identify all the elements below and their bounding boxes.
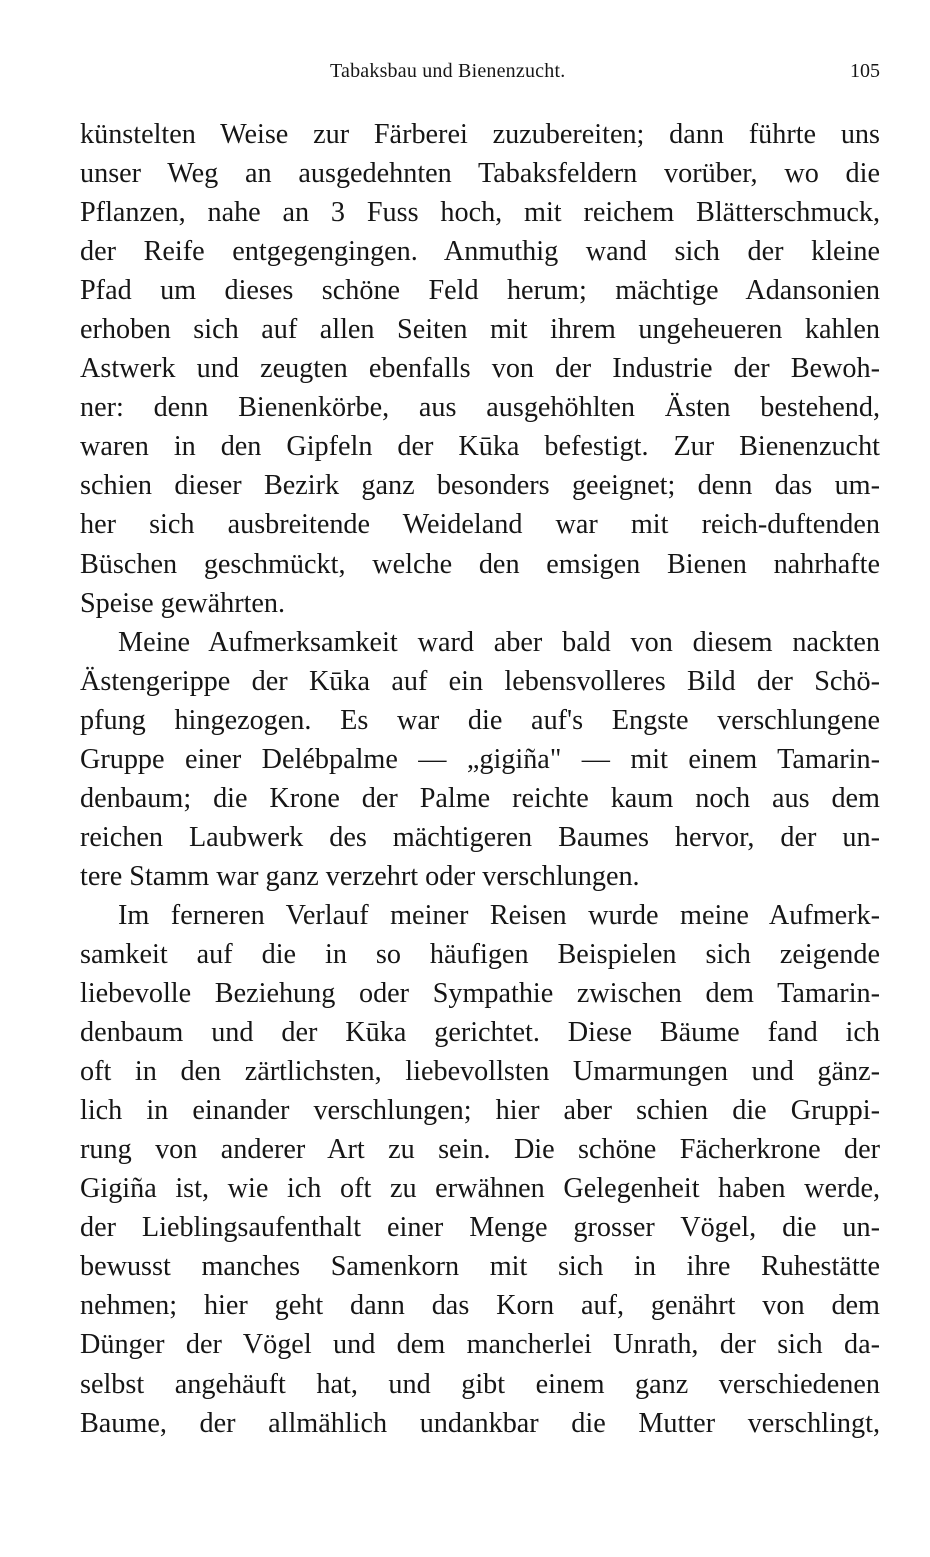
text-line: Dünger der Vögel und dem mancherlei Unrath, der sich da- — [80, 1329, 880, 1361]
text-line: künstelten Weise zur Färberei zuzubereiten; dann führte uns — [80, 119, 880, 150]
running-head — [80, 60, 880, 90]
text-line: pfung hingezogen. Es war die auf's Engste verschlungene — [80, 704, 880, 736]
text-line: der Reife entgegengingen. Anmuthig wand sich der kleine — [80, 236, 880, 268]
text-line: schien dieser Bezirk ganz besonders geeignet; denn das um- — [80, 470, 880, 502]
text-line: erhoben sich auf allen Seiten mit ihrem ungeheueren kahlen — [80, 314, 880, 346]
page-number: 105 — [850, 60, 880, 82]
text-line: Pflanzen, nahe an 3 Fuss hoch, mit reichem Blätterschmuck, — [80, 197, 880, 229]
text-line: oft in den zärtlichsten, liebevollsten Umarmungen und gänz- — [80, 1056, 880, 1088]
text-line: waren in den Gipfeln der Kūka befestigt. Zur Bienenzucht — [80, 431, 880, 463]
text-line: Im ferneren Verlauf meiner Reisen wurde meine Aufmerk- — [118, 899, 880, 931]
running-title: Tabaksbau und Bienenzucht. — [330, 60, 566, 82]
text-line: Meine Aufmerksamkeit ward aber bald von diesem nackten — [118, 626, 880, 658]
text-line: her sich ausbreitende Weideland war mit reich-duftenden — [80, 509, 880, 541]
body-text — [80, 115, 880, 1443]
text-line: denbaum und der Kūka gerichtet. Diese Bäume fand ich — [80, 1017, 880, 1049]
text-line: Speise gewährten. — [80, 587, 286, 619]
text-line: rung von anderer Art zu sein. Die schöne Fächerkrone der — [80, 1134, 880, 1166]
text-line: tere Stamm war ganz verzehrt oder verschlungen. — [80, 860, 640, 892]
text-line: Baume, der allmählich undankbar die Mutter verschlingt, — [80, 1407, 880, 1439]
text-line: selbst angehäuft hat, und gibt einem ganz verschiedenen — [80, 1368, 880, 1400]
text-line: nehmen; hier geht dann das Korn auf, genährt von dem — [80, 1290, 880, 1322]
text-line: Astwerk und zeugten ebenfalls von der Industrie der Bewoh- — [80, 353, 880, 385]
text-line: Gruppe einer Delébpalme — „gigiña" — mit einem Tamarin- — [80, 743, 880, 775]
text-line: unser Weg an ausgedehnten Tabaksfeldern vorüber, wo die — [80, 158, 880, 190]
text-line: bewusst manches Samenkorn mit sich in ihre Ruhestätte — [80, 1251, 880, 1283]
text-line: der Lieblingsaufenthalt einer Menge grosser Vögel, die un- — [80, 1212, 880, 1244]
text-line: Ästengerippe der Kūka auf ein lebensvolleres Bild der Schö- — [80, 665, 880, 697]
text-line: denbaum; die Krone der Palme reichte kaum noch aus dem — [80, 782, 880, 814]
text-line: ner: denn Bienenkörbe, aus ausgehöhlten Ästen bestehend, — [80, 392, 880, 424]
text-line: Gigiña ist, wie ich oft zu erwähnen Gelegenheit haben werde, — [80, 1173, 880, 1205]
text-line: Pfad um dieses schöne Feld herum; mächtige Adansonien — [80, 275, 880, 307]
text-line: samkeit auf die in so häufigen Beispielen sich zeigende — [80, 938, 880, 970]
text-line: reichen Laubwerk des mächtigeren Baumes hervor, der un- — [80, 821, 880, 853]
text-line: liebevolle Beziehung oder Sympathie zwischen dem Tamarin- — [80, 978, 880, 1010]
text-line: lich in einander verschlungen; hier aber schien die Gruppi- — [80, 1095, 880, 1127]
text-line: Büschen geschmückt, welche den emsigen Bienen nahrhafte — [80, 548, 880, 580]
